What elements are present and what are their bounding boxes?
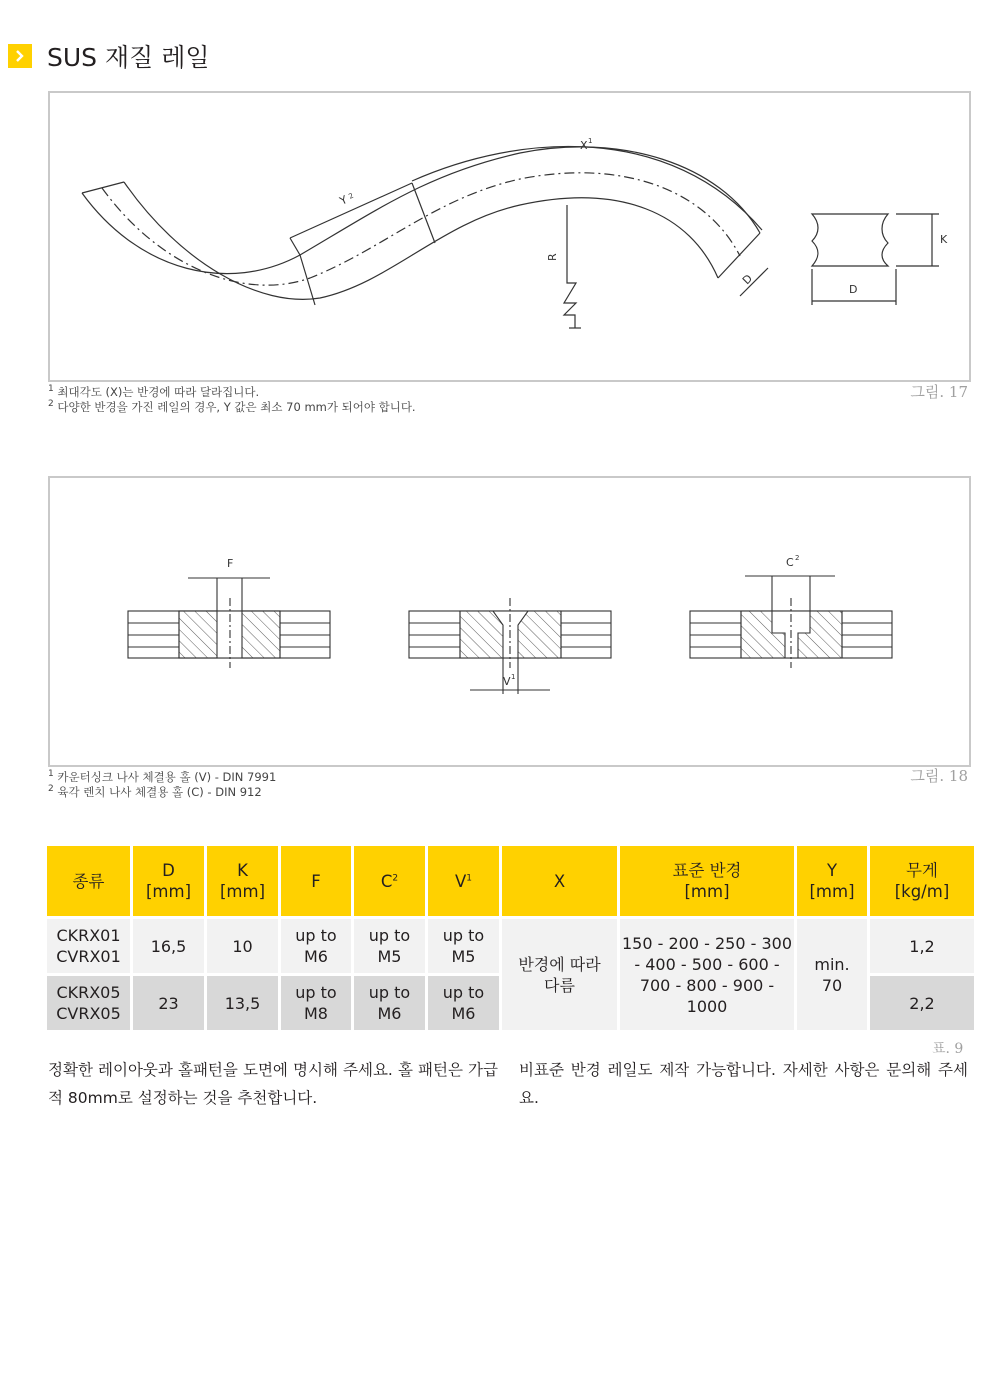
footnote-1: $^1$ 최대각도 (X)는 반경에 따라 달라집니다. xyxy=(48,384,260,399)
table-caption: 표. 9 xyxy=(932,1041,964,1057)
cell-c: up to M5 xyxy=(354,919,425,973)
cell-radius: 150 - 200 - 250 - 300 - 400 - 500 - 600 - 700 - 800 - 900 - 1000 xyxy=(620,919,794,1030)
r-label: R xyxy=(546,253,559,261)
col-y: Y [mm] xyxy=(797,846,867,916)
v-label: V xyxy=(503,675,511,688)
page-title: SUS 재질 레일 xyxy=(47,43,210,72)
figure-17-caption: 그림. 17 xyxy=(910,383,968,401)
x-label: X xyxy=(580,139,588,152)
k-label: K xyxy=(940,233,948,246)
rail-cross-section xyxy=(812,214,939,305)
cell-k: 10 xyxy=(207,919,278,973)
figure-17-footnotes xyxy=(48,385,416,415)
c-sup: 2 xyxy=(795,554,800,562)
figure-18-caption: 그림. 18 xyxy=(910,767,968,785)
hole-pattern-drawing xyxy=(50,478,969,765)
y-label: Y xyxy=(337,193,350,208)
cell-weight: 2,2 xyxy=(870,976,974,1030)
v-sup: 1 xyxy=(511,673,516,681)
cell-v: up to M6 xyxy=(428,976,499,1030)
col-radius: 표준 반경 [mm] xyxy=(620,846,794,916)
col-f: F xyxy=(281,846,351,916)
table-header-row xyxy=(47,846,974,916)
col-weight: 무게 [kg/m] xyxy=(870,846,974,916)
d-label-section: D xyxy=(849,283,858,296)
cell-d: 16,5 xyxy=(133,919,204,973)
body-text-right: 비표준 반경 레일도 제작 가능합니다. 자세한 사항은 문의해 주세요. xyxy=(519,1061,968,1107)
footnote-2: $^2$ 육각 렌치 나사 체결용 홀 (C) - DIN 912 xyxy=(48,784,262,799)
col-d: D [mm] xyxy=(133,846,204,916)
cell-d: 23 xyxy=(133,976,204,1030)
body-text-left: 정확한 레이아웃과 홀패턴을 도면에 명시해 주세요. 홀 패턴은 가급적 80mm로 설정하는 것을 추천합니다. xyxy=(48,1061,498,1107)
cell-x: 반경에 따라 다름 xyxy=(502,919,617,1030)
rail-bend-drawing xyxy=(50,93,969,380)
col-k: K [mm] xyxy=(207,846,278,916)
spec-table xyxy=(44,843,977,1033)
section-header xyxy=(8,38,210,74)
d-label-rail: D xyxy=(739,271,756,288)
cell-v: up to M5 xyxy=(428,919,499,973)
table-row xyxy=(47,919,974,973)
cell-k: 13,5 xyxy=(207,976,278,1030)
col-c: $C^2$ xyxy=(354,846,425,916)
x-sup: 1 xyxy=(588,137,593,145)
f-label: F xyxy=(227,557,234,570)
cell-f: up to M6 xyxy=(281,919,351,973)
cell-type: CKRX01 CVRX01 xyxy=(47,919,130,973)
cell-weight: 1,2 xyxy=(870,919,974,973)
cell-type: CKRX05 CVRX05 xyxy=(47,976,130,1030)
cell-c: up to M6 xyxy=(354,976,425,1030)
c-label: C xyxy=(786,556,794,569)
figure-18-frame xyxy=(48,476,971,767)
col-v: $V^1$ xyxy=(428,846,499,916)
chevron-right-icon xyxy=(8,44,32,68)
figure-17-frame xyxy=(48,91,971,382)
col-type: 종류 xyxy=(47,846,130,916)
figure-18-footnotes xyxy=(48,770,276,800)
y-sup: 2 xyxy=(347,191,355,201)
cell-f: up to M8 xyxy=(281,976,351,1030)
footnote-2: $^2$ 다양한 반경을 가진 레일의 경우, Y 값은 최소 70 mm가 되어야 합니다. xyxy=(48,399,416,414)
footnote-1: $^1$ 카운터싱크 나사 체결용 홀 (V) - DIN 7991 xyxy=(48,769,277,784)
cell-y: min. 70 xyxy=(797,919,867,1030)
col-x: X xyxy=(502,846,617,916)
